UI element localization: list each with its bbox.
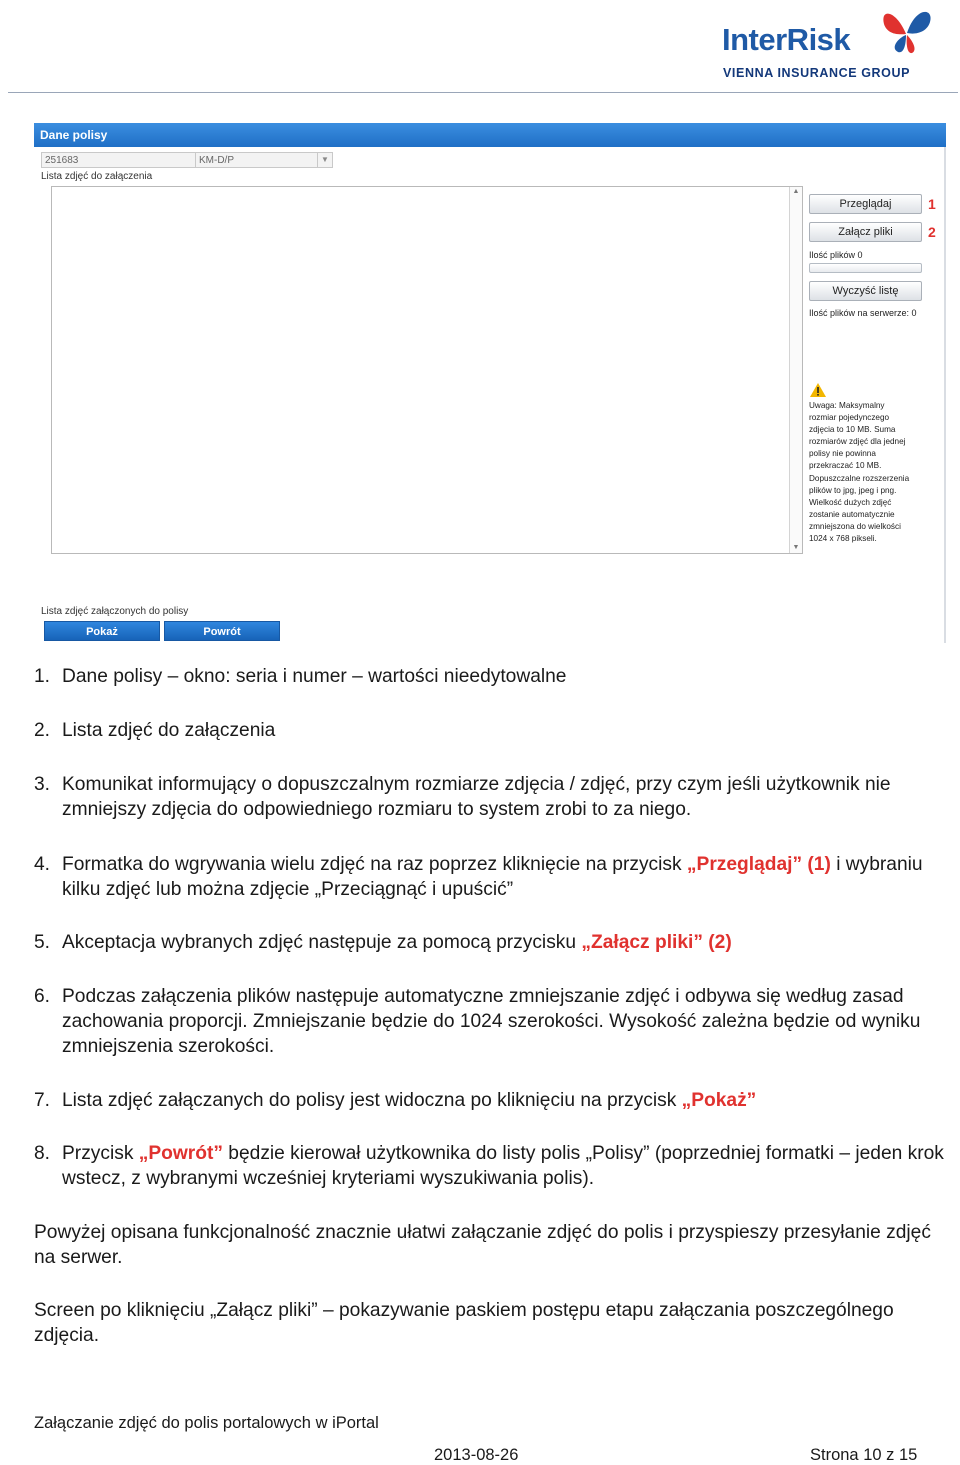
list-item [34, 1088, 952, 1113]
item-number: 8. [34, 1143, 51, 1164]
size-warning-message: Uwaga: Maksymalny rozmiar pojedynczego zdjęcia to 10 MB. Suma rozmiarów zdjęć dla jednej polisy nie powinna przekraczać 10 MB. Dopuszczalne rozszerzenia plików to jpg, jpeg i png. Wielkość dużych zdjęć zostanie automatycznie zmniejszona do wielkości 1024 x 768 pikseli. [809, 401, 910, 544]
list-item [34, 984, 952, 1059]
footer-document-title: Załączanie zdjęć do polis portalowych w iPortal [34, 1414, 379, 1432]
header-divider [8, 92, 958, 93]
attach-files-button[interactable]: Załącz pliki [809, 222, 922, 242]
item-number: 5. [34, 932, 51, 953]
item-text: Lista zdjęć do załączenia [62, 720, 276, 741]
upload-progress-bar [809, 263, 922, 273]
warning-icon [810, 383, 826, 397]
browse-button[interactable]: Przeglądaj [809, 194, 922, 214]
show-button[interactable]: Pokaż [44, 621, 160, 641]
item-text [62, 1088, 952, 1113]
item-number: 4. [34, 854, 51, 875]
item-text-part: i wybraniu kilku zdjęć lub można zdjęcie „Przeciągnąć i upuścić” [62, 854, 923, 900]
policy-number-field [195, 152, 333, 168]
list-item [34, 1141, 952, 1191]
browse-marker: 1 [928, 196, 936, 212]
item-text [62, 852, 952, 902]
attach-marker: 2 [928, 224, 936, 240]
item-number: 2. [34, 720, 51, 741]
server-files-count-label: Ilość plików na serwerze: 0 [809, 308, 917, 318]
list-item [34, 718, 952, 743]
files-count-label: Ilość plików 0 [809, 250, 863, 260]
list-item [34, 772, 952, 822]
item-text-part: Lista zdjęć załączanych do polisy jest widoczna po kliknięciu na przycisk [62, 1090, 682, 1111]
item-text [62, 1141, 952, 1191]
attach-button-reference: „Załącz pliki” (2) [581, 932, 732, 953]
item-text-part: Przycisk [62, 1143, 139, 1164]
list-item [34, 852, 952, 902]
list-item [34, 930, 952, 955]
item-text-part: będzie kierował użytkownika do listy polis „Polisy” (poprzedniej formatki – jeden krok wstecz, z wybranymi wcześniej kryteriami wyszukiwania polis). [62, 1143, 944, 1189]
item-text-part: Akceptacja wybranych zdjęć następuje za pomocą przycisku [62, 932, 582, 953]
item-number: 7. [34, 1090, 51, 1111]
back-button-reference: „Powrót” [138, 1143, 223, 1164]
butterfly-logo-icon [878, 4, 934, 56]
scroll-down-icon[interactable]: ▼ [792, 544, 800, 551]
logo-wordmark: InterRisk [722, 22, 851, 57]
back-button[interactable]: Powrót [164, 621, 280, 641]
list-item [34, 664, 952, 689]
form-border [944, 147, 946, 643]
item-text-part: Formatka do wgrywania wielu zdjęć na raz poprzez kliknięcie na przycisk [62, 854, 687, 875]
screen-caption-paragraph: Screen po kliknięciu „Załącz pliki” – pokazywanie paskiem postępu etapu załączania poszczególnego zdjęcia. [34, 1300, 894, 1346]
item-number: 1. [34, 666, 51, 687]
show-button-reference: „Pokaż” [681, 1090, 757, 1111]
logo-subtitle: VIENNA INSURANCE GROUP [723, 66, 911, 80]
form-title: Dane polisy [34, 123, 946, 147]
files-to-attach-label: Lista zdjęć do załączenia [41, 171, 153, 182]
browse-button-reference: „Przeglądaj” (1) [686, 854, 831, 875]
list-scrollbar[interactable] [789, 187, 802, 553]
scroll-up-icon[interactable]: ▲ [792, 188, 800, 195]
item-text [62, 930, 952, 955]
item-number: 3. [34, 774, 51, 795]
item-text: Dane polisy – okno: seria i numer – wartości nieedytowalne [62, 666, 567, 687]
policy-number-value: KM-D/P [199, 155, 234, 166]
footer-date: 2013-08-26 [434, 1446, 519, 1464]
item-text: Komunikat informujący o dopuszczalnym rozmiarze zdjęcia / zdjęć, przy czym jeśli użytkownik nie zmniejszy zdjęcia do odpowiedniego rozmiaru to system zrobi to za niego. [62, 774, 891, 820]
policy-photos-form [34, 123, 946, 643]
footer-page-number: Strona 10 z 15 [810, 1446, 918, 1464]
attached-files-label: Lista zdjęć załączonych do polisy [41, 606, 189, 617]
clear-list-button[interactable]: Wyczyść listę [809, 281, 922, 301]
summary-paragraph: Powyżej opisana funkcjonalność znacznie ułatwi załączanie zdjęć do polis i przyspieszy przesyłanie zdjęć na serwer. [34, 1222, 931, 1268]
policy-series-field: 251683 [41, 152, 223, 168]
chevron-down-icon: ▼ [317, 153, 332, 167]
files-to-attach-list[interactable] [51, 186, 803, 554]
interrisk-logo [718, 4, 938, 82]
item-text: Podczas załączenia plików następuje automatyczne zmniejszanie zdjęć i odbywa się według zasad zachowania proporcji. Zmniejszanie będzie do 1024 szerokości. Wysokość zależna będzie od wyniku zmniejszenia szerokości. [62, 986, 921, 1057]
item-number: 6. [34, 986, 51, 1007]
